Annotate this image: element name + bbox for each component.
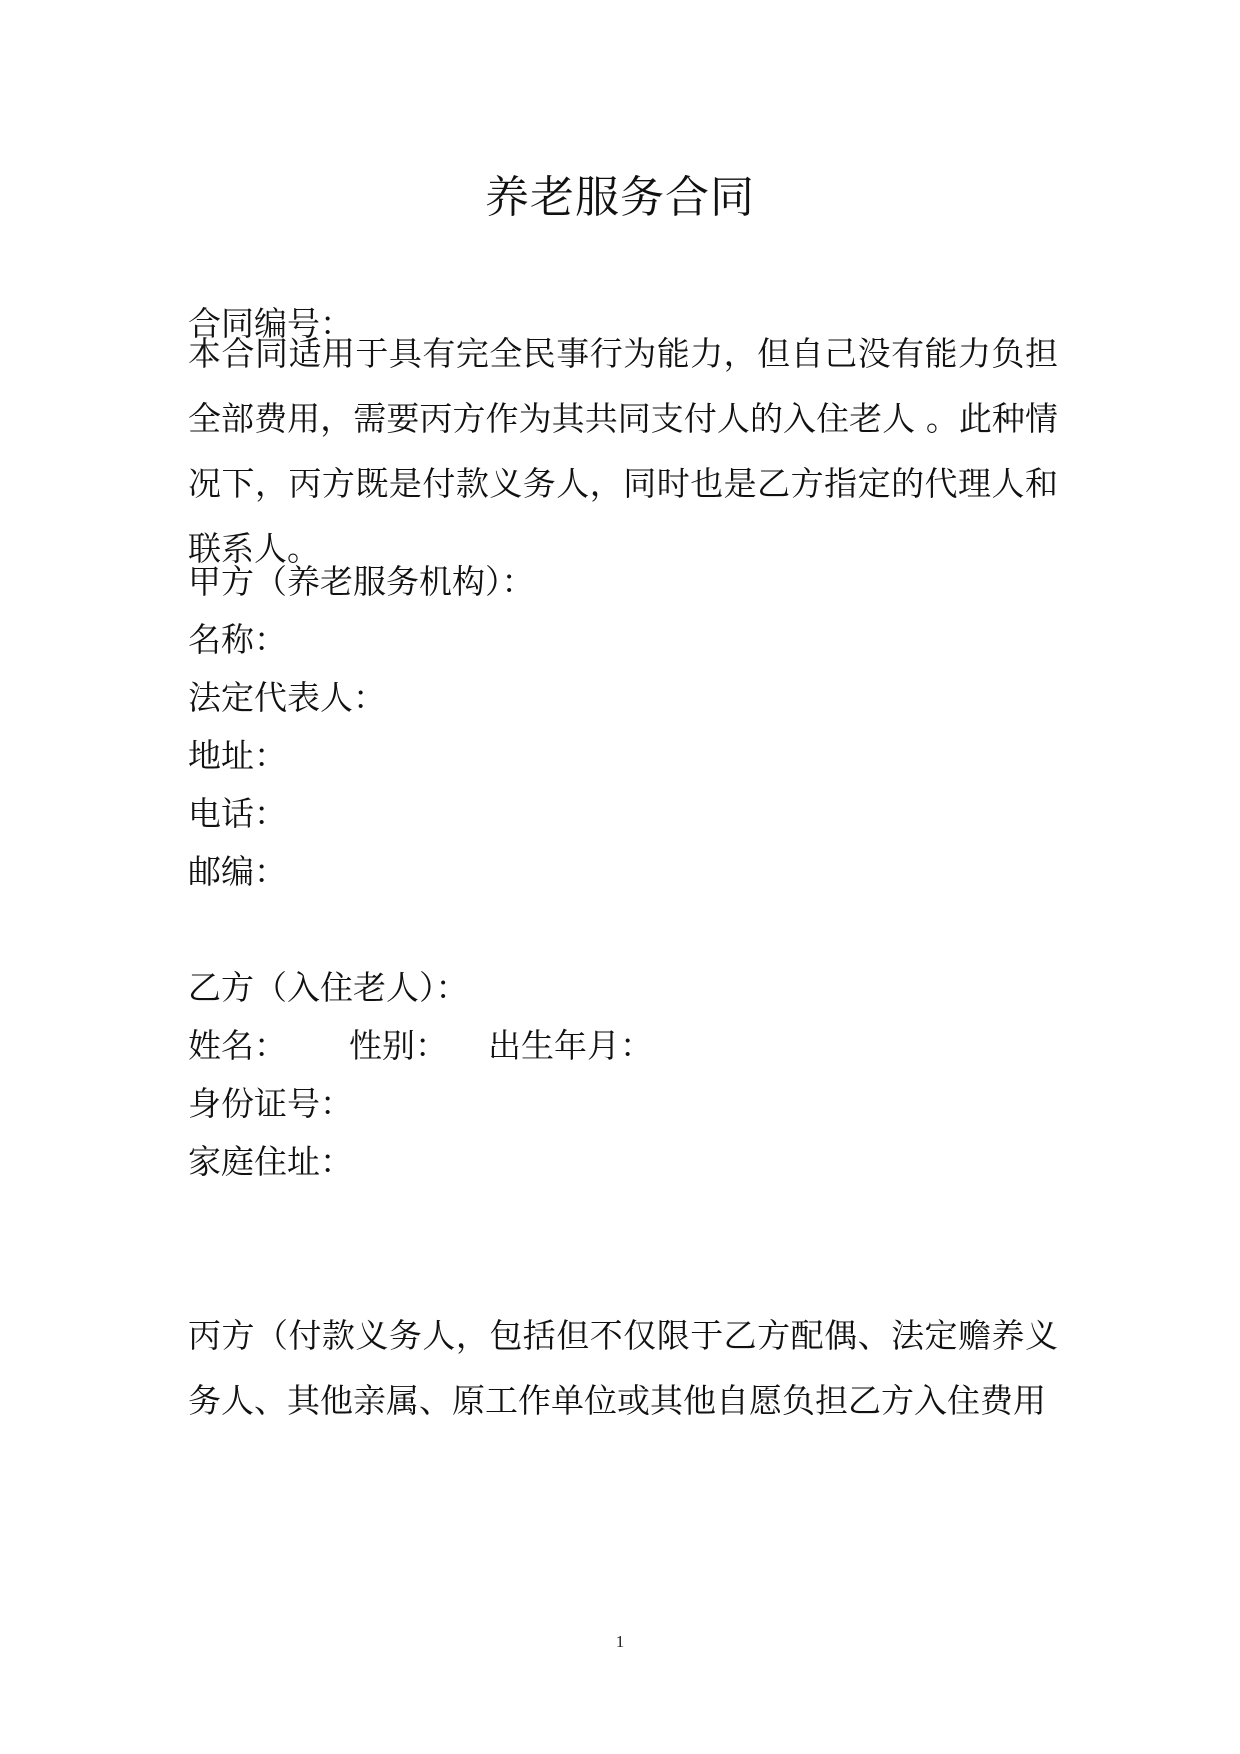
party-a-name-label: 名称： <box>188 620 287 659</box>
party-a-address-label: 地址： <box>188 736 287 775</box>
party-b-birth-label: 出生年月： <box>488 1026 653 1065</box>
party-b-name-label: 姓名： <box>188 1026 287 1065</box>
party-a-postcode-label: 邮编： <box>188 852 287 891</box>
party-b-personal-row <box>188 1013 1068 1078</box>
party-a-phone-label: 电话： <box>188 794 287 833</box>
intro-paragraph: 本合同适用于具有完全民事行为能力，但自己没有能力负担全部费用，需要丙方作为其共同支付人的入住老人 。此种情况下，丙方既是付款义务人，同时也是乙方指定的代理人和联系人。 <box>188 334 1058 568</box>
party-a-heading: 甲方（养老服务机构）： <box>188 562 535 601</box>
party-b-heading: 乙方（入住老人）： <box>188 968 469 1007</box>
party-b-id-label: 身份证号： <box>188 1084 353 1123</box>
document-title: 养老服务合同 <box>485 172 755 223</box>
party-b-home-address-label: 家庭住址： <box>188 1142 353 1181</box>
party-c-paragraph: 丙方（付款义务人，包括但不仅限于乙方配偶、法定赡养义务人、其他亲属、原工作单位或其他自愿负担乙方入住费用 <box>188 1316 1058 1420</box>
page-number: 1 <box>615 1632 625 1651</box>
party-a-legal-rep-label: 法定代表人： <box>188 678 386 717</box>
contract-number-label: 合同编号： <box>188 304 353 343</box>
party-b-gender-label: 性别： <box>349 1026 448 1065</box>
